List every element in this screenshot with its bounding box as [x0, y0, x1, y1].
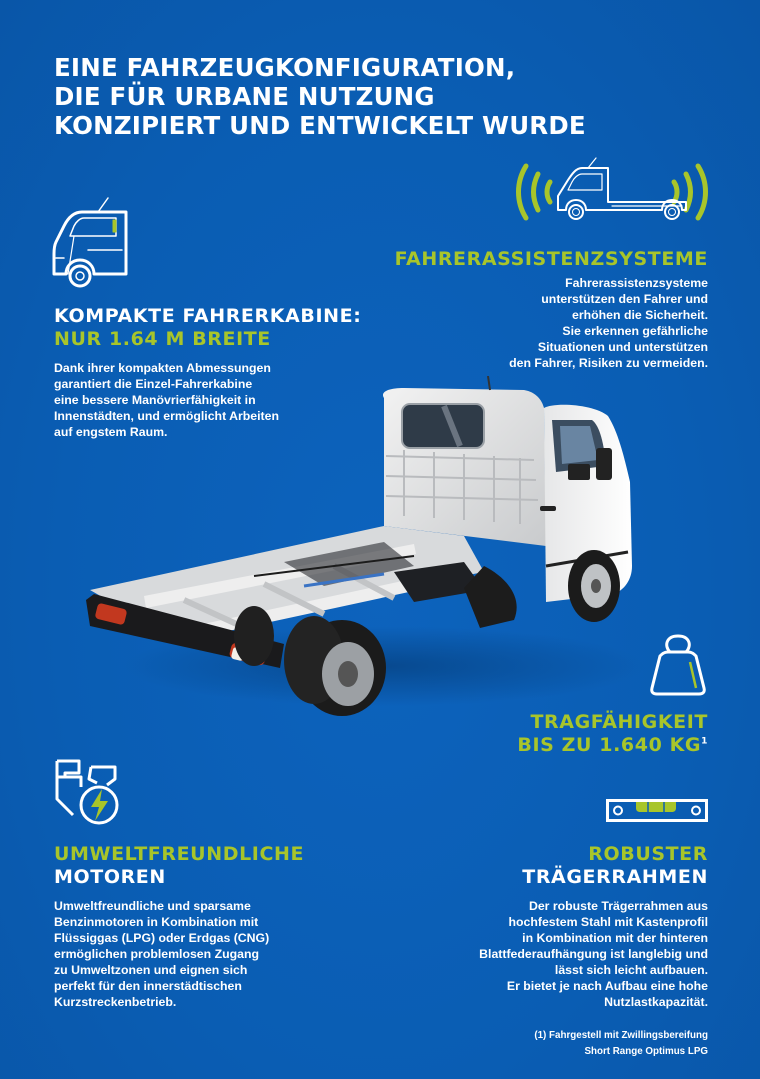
feature-description: [54, 898, 304, 1010]
capacity-value: BIS ZU 1.640 KG: [517, 734, 702, 756]
feature-title: KOMPAKTE FAHRERKABINE:: [54, 305, 362, 327]
text-line: Innenstädten, und ermöglicht Arbeiten: [54, 409, 280, 423]
text-line: Fahrerassistenzsysteme: [565, 276, 708, 290]
feature-title: UMWELTFREUNDLICHE: [54, 843, 305, 865]
text-line: ermöglichen problemlosen Zugang: [54, 947, 259, 961]
feature-subtitle: MOTOREN: [54, 866, 166, 888]
text-line: hochfestem Stahl mit Kastenprofil: [508, 915, 708, 929]
feature-motoren: [54, 843, 304, 1010]
text-line: Blattfederaufhängung ist langlebig und: [479, 947, 708, 961]
footnote-line: (1) Fahrgestell mit Zwillingsbereifung: [534, 1030, 708, 1041]
text-line: erhöhen die Sicherheit.: [572, 308, 708, 322]
text-line: unterstützen den Fahrer und: [541, 292, 708, 306]
page-headline: [54, 53, 674, 140]
feature-subtitle: NUR 1.64 M BREITE: [54, 328, 271, 350]
text-line: Er bietet je nach Aufbau eine hohe: [506, 979, 708, 993]
feature-title: TRAGFÄHIGKEIT: [530, 711, 708, 733]
truck-sensor-waves-icon: [512, 156, 712, 228]
text-line: zu Umweltzonen und eignen sich: [54, 963, 248, 977]
footnote-mark: 1: [701, 736, 708, 747]
text-line: Benzinmotoren in Kombination mit: [54, 915, 259, 929]
headline-line: KONZIPIERT UND ENTWICKELT WURDE: [54, 111, 586, 140]
headline-line: DIE FÜR URBANE NUTZUNG: [54, 82, 435, 111]
feature-fahrerassistenz: [395, 248, 708, 371]
text-line: auf engstem Raum.: [54, 425, 168, 439]
text-line: garantiert die Einzel-Fahrerkabine: [54, 377, 253, 391]
text-line: Der robuste Trägerrahmen aus: [528, 899, 708, 913]
feature-description: [479, 898, 708, 1010]
text-line: Nutzlastkapazität.: [604, 995, 708, 1009]
text-line: perfekt für den innerstädtischen: [54, 979, 242, 993]
engine-lightning-icon: [51, 757, 123, 825]
text-line: Situationen und unterstützen: [537, 340, 708, 354]
van-cab-icon: [52, 194, 132, 290]
text-line: in Kombination mit der hinteren: [522, 931, 708, 945]
text-line: den Fahrer, Risiken zu vermeiden.: [509, 356, 708, 370]
feature-subtitle: TRÄGERRAHMEN: [522, 866, 708, 888]
feature-traegerrahmen: [479, 843, 708, 1070]
feature-title: ROBUSTER: [588, 843, 708, 865]
spirit-level-icon: [606, 799, 708, 822]
headline-line: EINE FAHRZEUGKONFIGURATION,: [54, 53, 516, 82]
feature-description: [395, 275, 708, 371]
feature-subtitle: [517, 734, 708, 757]
text-line: Dank ihrer kompakten Abmessungen: [54, 361, 271, 375]
footnote-line: Short Range Optimus LPG: [584, 1046, 708, 1057]
text-line: Umweltfreundliche und sparsame: [54, 899, 251, 913]
text-line: Sie erkennen gefährliche: [562, 324, 708, 338]
weight-icon: [648, 632, 708, 698]
text-line: eine bessere Manövrierfähigkeit in: [54, 393, 256, 407]
truck-chassis-image: [84, 376, 644, 716]
text-line: Flüssiggas (LPG) oder Erdgas (CNG): [54, 931, 270, 945]
text-line: Kurzstreckenbetrieb.: [54, 995, 177, 1009]
text-line: lässt sich leicht aufbauen.: [554, 963, 708, 977]
feature-title: FAHRERASSISTENZSYSTEME: [394, 248, 708, 270]
feature-tragfaehigkeit: [517, 711, 708, 757]
footnote: [479, 1028, 708, 1060]
